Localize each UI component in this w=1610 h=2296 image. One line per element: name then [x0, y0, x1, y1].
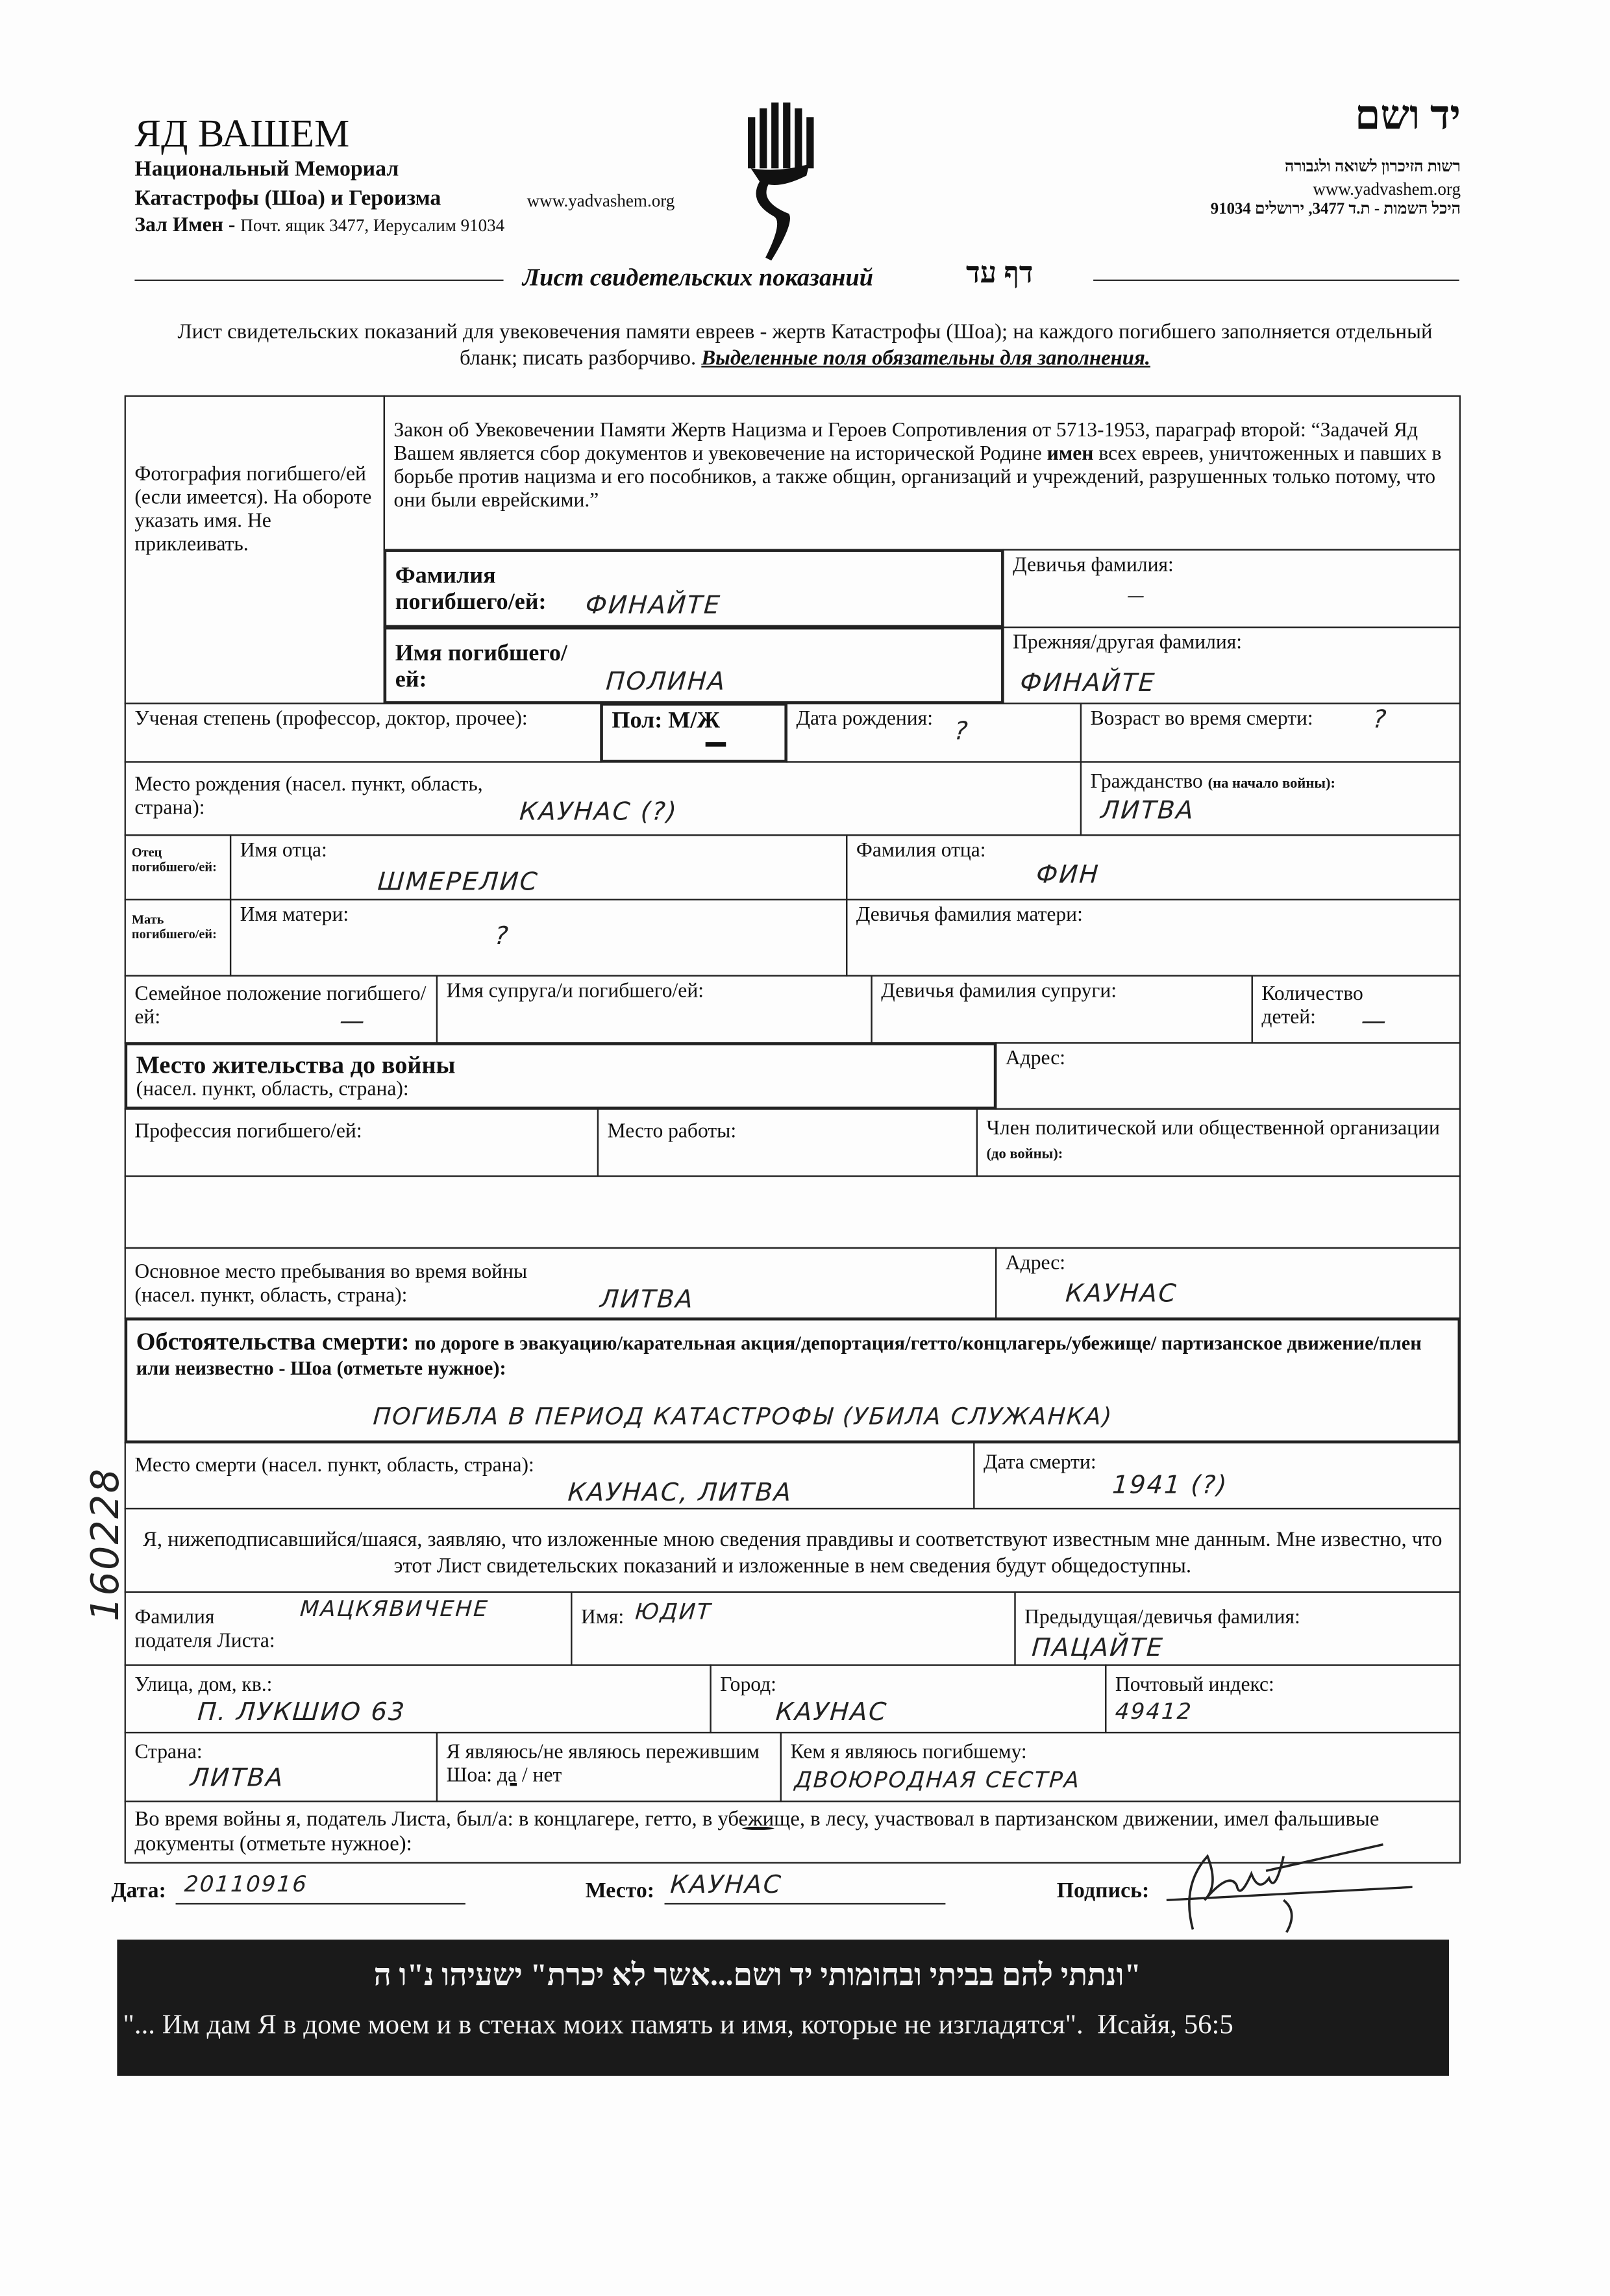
former-name-value: ФИНАЙТЕ: [1019, 669, 1157, 699]
spouse-name-field[interactable]: [436, 975, 873, 1043]
country-label: Страна:: [134, 1741, 203, 1764]
submitter-maiden-value: ПАЦАЙТЕ: [1030, 1634, 1165, 1664]
org-name-ru: ЯД ВАШЕМ: [134, 111, 350, 155]
father-name-value: ШМЕРЕЛИС: [377, 867, 540, 898]
intro-text: [161, 319, 1449, 371]
sex-mark-f: [706, 742, 726, 747]
birth-date-value: ?: [953, 717, 971, 747]
date-line: [176, 1903, 465, 1904]
survivor-sep: /: [517, 1765, 533, 1788]
death-place-value: КАУНАС, ЛИТВА: [567, 1479, 794, 1508]
war-address-value: КАУНАС: [1064, 1279, 1178, 1309]
spouse-name-label: Имя супруга/и погибшего/ей:: [446, 980, 704, 1003]
submitter-first-name-value: ЮДИТ: [634, 1598, 713, 1625]
place-value[interactable]: КАУНАС: [669, 1871, 784, 1901]
date-label: Дата:: [111, 1879, 166, 1903]
age-at-death-field[interactable]: [1080, 703, 1461, 762]
quote-banner: [117, 1940, 1449, 2076]
death-circumstances-options: по дороге в эвакуацию/карательная акция/депортация/гетто/концлагерь/убежище/ партизанское движение/плен или неизвестно - Шоа (отметьте нужное):: [136, 1332, 1422, 1379]
photo-cell: [125, 395, 385, 705]
profession-field[interactable]: [125, 1108, 599, 1177]
place-label: Место:: [585, 1879, 655, 1903]
father-surname-value: ФИН: [1035, 860, 1101, 890]
intro-required: Выделенные поля обязательны для заполнения.: [701, 347, 1150, 371]
citizenship-label-small: (на начало войны):: [1208, 775, 1336, 792]
law-bold: имен: [1046, 443, 1094, 466]
place-line: [665, 1903, 946, 1904]
spouse-maiden-field[interactable]: [871, 975, 1252, 1043]
membership-label-small: (до войны):: [986, 1146, 1063, 1163]
war-place-field[interactable]: [125, 1247, 997, 1319]
sex-label: Пол: М/Ж: [612, 708, 721, 734]
mother-side-label: Мать погибшего/ей:: [125, 899, 232, 976]
website-right: www.yadvashem.org: [1313, 179, 1461, 199]
mother-name-label: Имя матери:: [240, 905, 349, 927]
mother-maiden-label: Девичья фамилия матери:: [856, 905, 1083, 927]
org-name-he: יד ושם: [1355, 94, 1461, 140]
father-surname-field[interactable]: [846, 834, 1461, 900]
signature-icon: [1163, 1841, 1412, 1944]
submitter-maiden-label: Предыдущая/девичья фамилия:: [1024, 1607, 1300, 1630]
father-name-field[interactable]: [230, 834, 847, 900]
war-place-label: Основное место пребывания во время войны (насел. пункт, область, страна):: [134, 1262, 528, 1308]
survivor-yes-option[interactable]: да: [497, 1765, 517, 1788]
death-date-label: Дата смерти:: [984, 1452, 1096, 1475]
survivor-field[interactable]: [436, 1732, 782, 1802]
death-place-field[interactable]: [125, 1442, 975, 1510]
citizenship-value: ЛИТВА: [1099, 796, 1196, 826]
former-name-label: Прежняя/другая фамилия:: [1013, 632, 1243, 655]
father-name-label: Имя отца:: [240, 840, 327, 862]
surname-label: Фамилия погибшего/ей:: [395, 563, 547, 615]
relation-label: Кем я являюсь погибшему:: [790, 1741, 1027, 1764]
prewar-address-label: Адрес:: [1005, 1048, 1066, 1071]
declaration: Я, нижеподписавшийся/шаяся, заявляю, что изложенные мною сведения правдивы и соответствуют известным мне данным. Мне известно, что этот Лист свидетельских показаний и изложенные в нем сведения будут общедоступны.: [125, 1508, 1461, 1593]
birth-date-field[interactable]: [786, 703, 1082, 762]
website-left: www.yadvashem.org: [526, 190, 675, 211]
title-rule-left: [134, 280, 503, 281]
prewar-residence-sublabel: (насел. пункт, область, страна):: [136, 1079, 409, 1101]
address: Почт. ящик 3477, Иерусалим 91034: [240, 215, 505, 236]
quote-ref: Исайя, 56:5: [1097, 2010, 1233, 2041]
first-name-value: ПОЛИНА: [604, 668, 727, 697]
submitter-surname-value: МАЦКЯВИЧЕНЕ: [299, 1595, 490, 1622]
birth-place-label: Место рождения (насел. пункт, область, страна):: [134, 774, 483, 820]
maiden-name-value: —: [1126, 585, 1147, 606]
org-line1: Национальный Мемориал: [134, 158, 399, 182]
yad-vashem-logo-icon: [739, 99, 827, 264]
death-place-label: Место смерти (насел. пункт, область, страна):: [134, 1454, 534, 1477]
first-name-label: Имя погибшего/ей:: [395, 641, 567, 693]
maiden-name-field[interactable]: [1002, 549, 1461, 628]
degree-label: Ученая степень (профессор, доктор, прочее):: [134, 708, 528, 730]
city-label: Город:: [720, 1675, 776, 1697]
blank-row: [125, 1175, 1461, 1249]
street-label: Улица, дом, кв.:: [134, 1675, 273, 1697]
org-line2: Катастрофы (Шоа) и Героизма: [134, 187, 441, 211]
marital-status-field[interactable]: [125, 975, 438, 1043]
date-value[interactable]: 20110916: [183, 1871, 309, 1897]
survivor-no-option[interactable]: нет: [532, 1765, 562, 1788]
membership-field[interactable]: [976, 1108, 1461, 1177]
photo-note: Фотография погибшего/ей (если имеется). На обороте указать имя. Не приклеивать.: [134, 464, 372, 556]
children-value: —: [1360, 1007, 1389, 1037]
quote-he: "ונתתי להם בביתי ובחומותי יד ושם...אשר לא יכרת" ישעיהו נ"ו ה: [373, 1957, 1141, 1993]
mother-maiden-field[interactable]: [846, 899, 1461, 976]
war-address-label: Адрес:: [1005, 1253, 1066, 1275]
address-he: היכל השמות - ת.ד 3477, ירושלים 91034: [1210, 200, 1461, 218]
intro-body: Лист свидетельских показаний для увековечения памяти евреев - жертв Катастрофы (Шоа); на каждого погибшего заполняется отдельный бланк; писать разборчиво.: [177, 320, 1433, 371]
city-value: КАУНАС: [774, 1698, 889, 1728]
citizenship-label: Гражданство: [1090, 771, 1203, 793]
survivor-label: Я являюсь/не являюсь пережившим Шоа:: [446, 1741, 760, 1788]
death-date-value: 1941 (?): [1111, 1471, 1230, 1501]
law-text2: всех евреев, уничтоженных и павших в борьбе против нацизма и его пособников, а также общин, организаций и учреждений, разрушенных только потому, что они были еврейскими.”: [393, 443, 1442, 513]
profession-label: Профессия погибшего/ей:: [134, 1121, 362, 1143]
relation-value: ДВОЮРОДНАЯ СЕСТРА: [793, 1767, 1082, 1793]
workplace-label: Место работы:: [607, 1121, 737, 1143]
law-text: Закон об Увековечении Памяти Жертв Нацизма и Героев Сопротивления от 5713-1953, параграф второй: “Задачей Яд Вашем является сбор документов и увековечение на исторической Родине: [393, 420, 1418, 466]
margin-archive-number: 160228: [84, 1467, 129, 1622]
form-title: Лист свидетельских показаний: [522, 263, 874, 292]
surname-value: ФИНАЙТЕ: [584, 591, 723, 621]
marital-status-value: —: [338, 1007, 367, 1037]
membership-label: Член политической или общественной организации: [986, 1118, 1440, 1141]
title-rule-right: [1093, 280, 1459, 281]
prewar-residence-field[interactable]: [125, 1042, 997, 1110]
death-circumstances-value: ПОГИБЛА В ПЕРИОД КАТАСТРОФЫ (УБИЛА СЛУЖАНКА): [372, 1402, 1114, 1430]
birth-date-label: Дата рождения:: [796, 708, 933, 730]
mother-name-value: ?: [493, 922, 511, 952]
address-label: Зал Имен -: [134, 215, 236, 238]
street-value: П. ЛУКШИО 63: [196, 1698, 407, 1728]
spouse-maiden-label: Девичья фамилия супруги:: [881, 980, 1117, 1003]
form-title-he: דף עד: [965, 257, 1034, 290]
maiden-name-label: Девичья фамилия:: [1013, 555, 1174, 577]
father-surname-label: Фамилия отца:: [856, 840, 986, 862]
quote-ru-line: [123, 2010, 1233, 2042]
war-place-value: ЛИТВА: [599, 1285, 695, 1315]
age-label: Возраст во время смерти:: [1090, 708, 1313, 730]
father-side-label: Отец погибшего/ей:: [125, 834, 232, 900]
prewar-address-field[interactable]: [995, 1042, 1461, 1110]
children-label: Количество детей:: [1261, 984, 1363, 1029]
signature-label: Подпись:: [1056, 1879, 1150, 1903]
zip-value: 49412: [1114, 1698, 1194, 1725]
submitter-surname-label: Фамилия подателя Листа:: [134, 1607, 275, 1653]
org-he-line1: רשות הזיכרון לשואה ולגבורה: [1284, 158, 1461, 176]
address-line: [134, 215, 504, 238]
wartime-ghetto-mark: [742, 1827, 774, 1830]
sex-field[interactable]: [600, 703, 787, 762]
quote-ru: "... Им дам Я в доме моем и в стенах моих память и имя, которые не изгладятся".: [123, 2010, 1084, 2041]
wartime-label: Во время войны я, податель Листа, был/а: в концлагере, гетто, в убежище, в лесу, участвовал в партизанском движении, имел фальшивые документы (отметьте нужное):: [134, 1808, 1380, 1856]
zip-label: Почтовый индекс:: [1115, 1675, 1274, 1697]
country-value: ЛИТВА: [189, 1764, 286, 1793]
birth-place-value: КАУНАС (?): [518, 797, 679, 827]
mother-name-field[interactable]: [230, 899, 847, 976]
city-field[interactable]: [710, 1664, 1106, 1733]
workplace-field[interactable]: [597, 1108, 978, 1177]
degree-field[interactable]: [125, 703, 602, 762]
marital-status-label: Семейное положение погибшего/ей:: [134, 984, 427, 1029]
age-value: ?: [1372, 705, 1389, 735]
children-field[interactable]: [1252, 975, 1461, 1043]
submitter-first-name-label: Имя:: [581, 1607, 625, 1630]
prewar-residence-label: Место жительства до войны: [136, 1051, 456, 1079]
law-cell: [384, 395, 1461, 551]
death-circumstances-label: Обстоятельства смерти:: [136, 1327, 410, 1356]
